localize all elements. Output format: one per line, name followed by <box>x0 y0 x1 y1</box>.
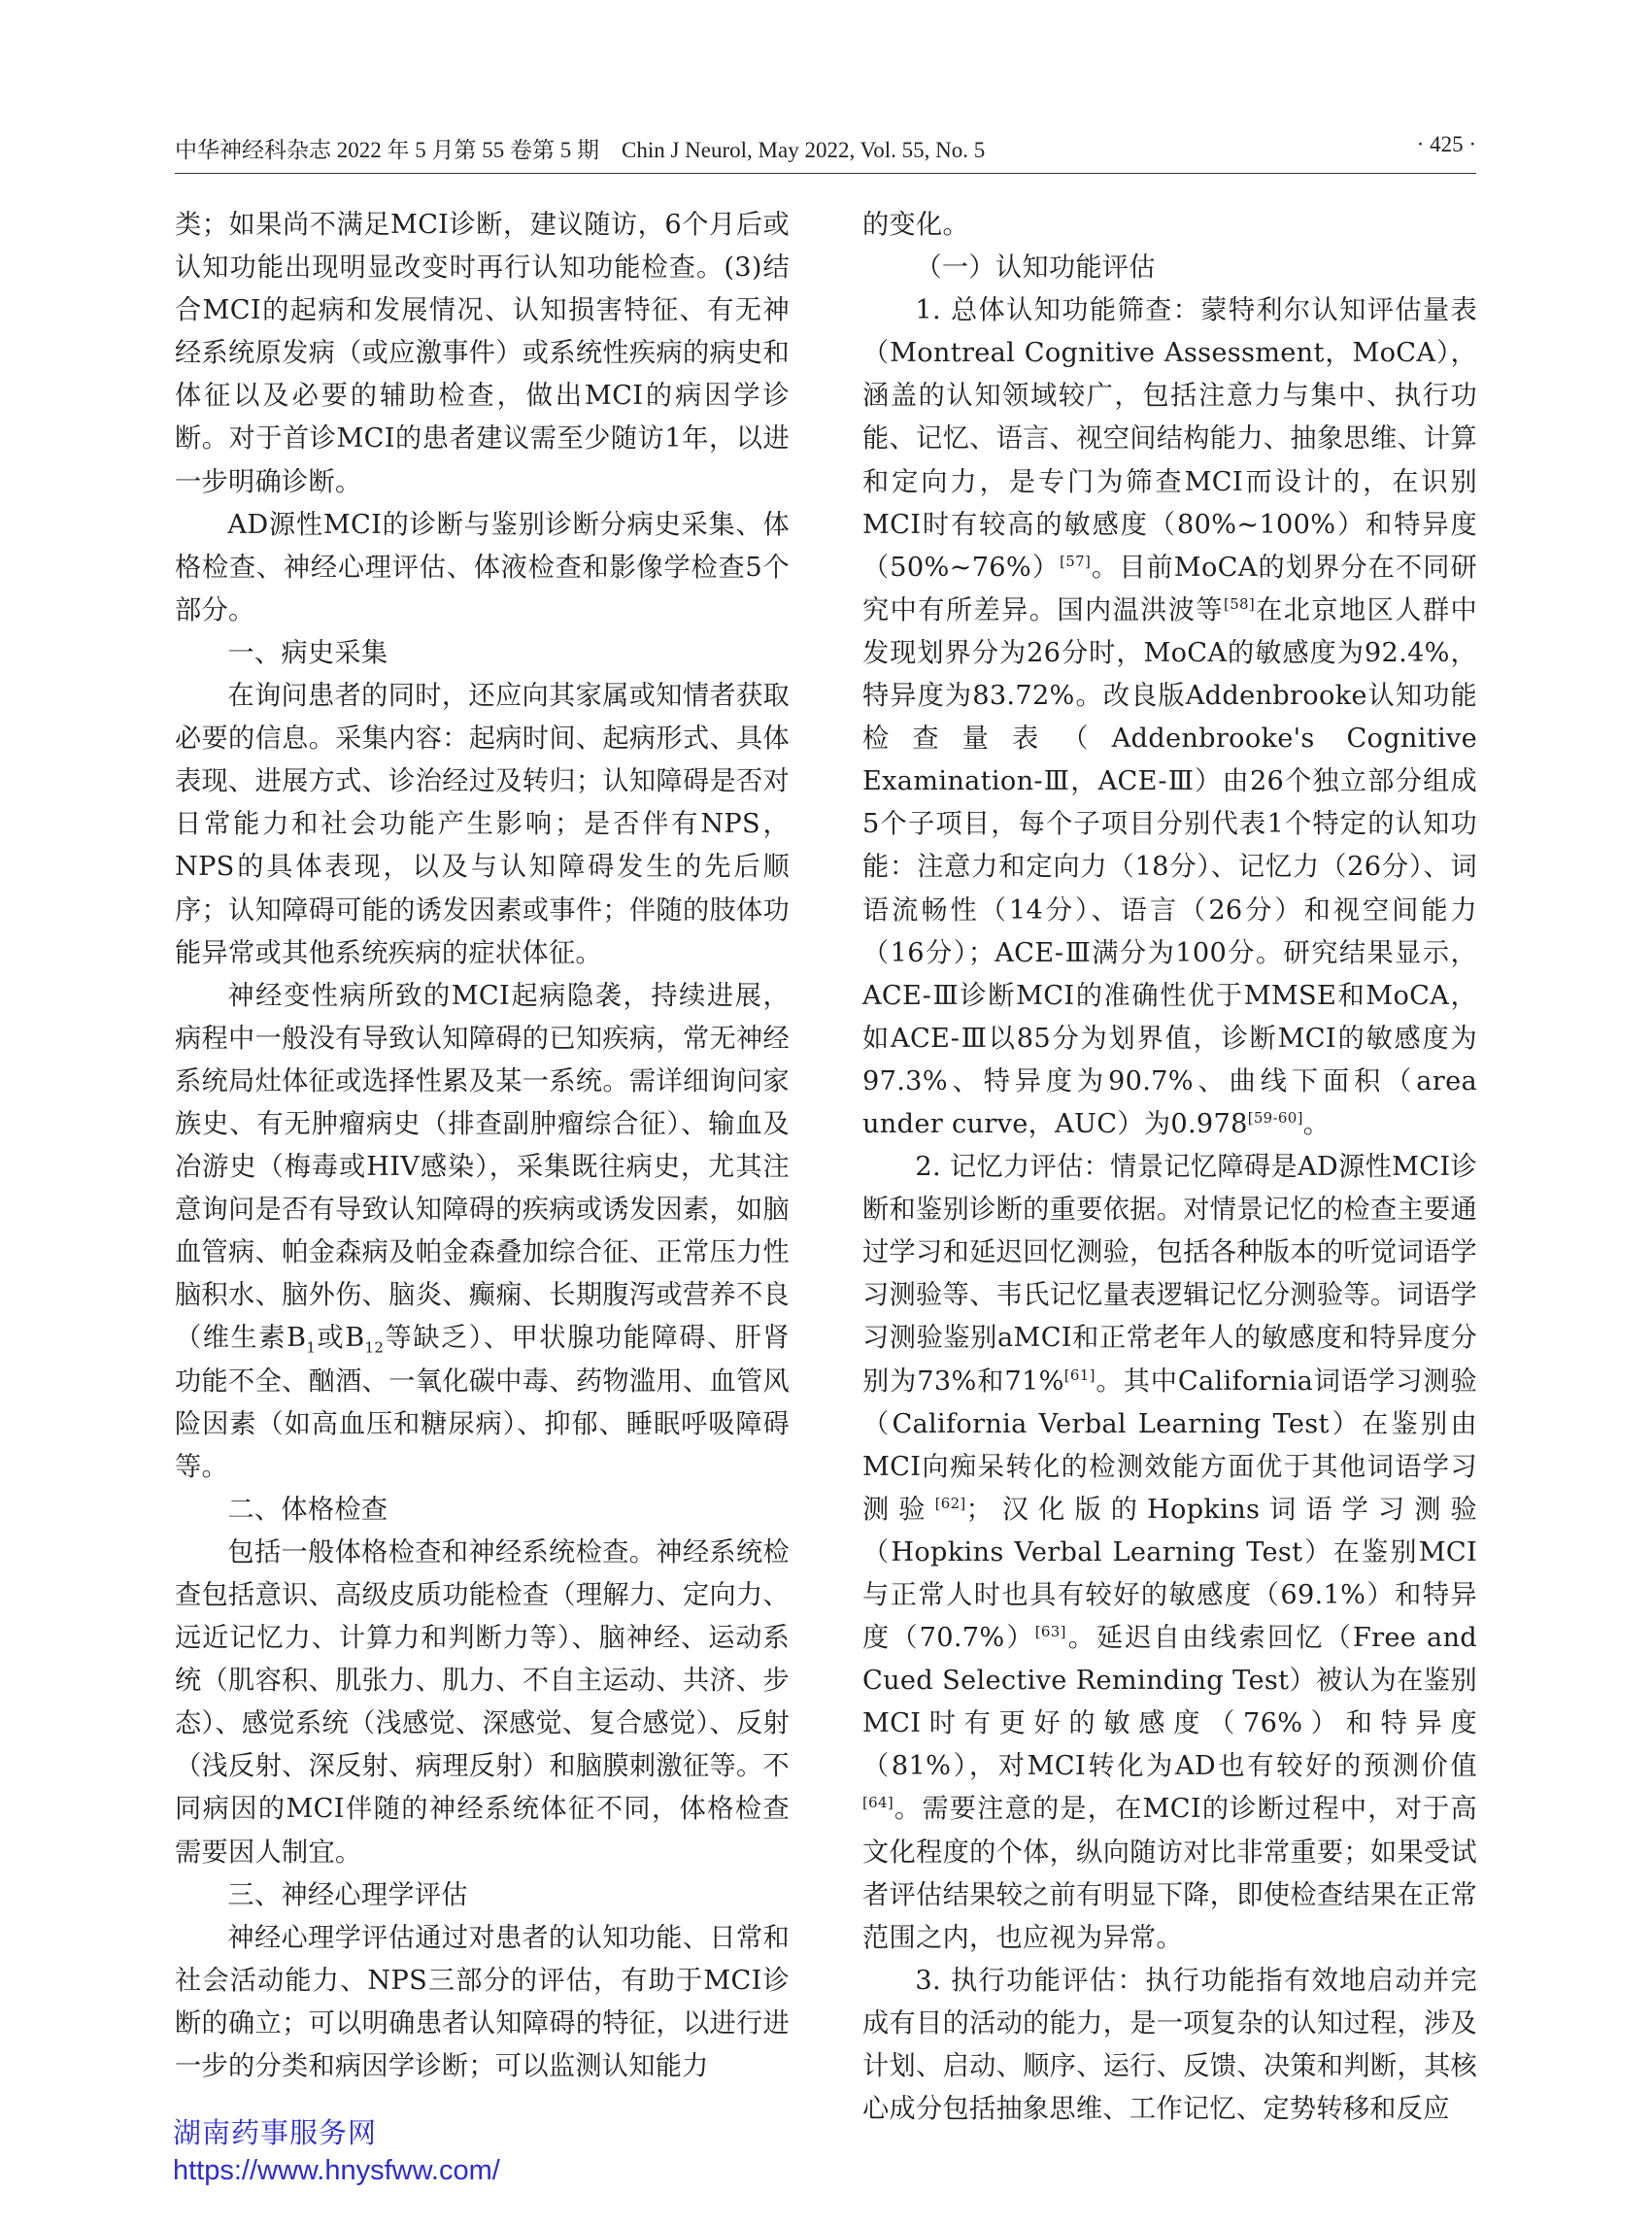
left-column <box>175 204 790 2088</box>
text-run: 2. 记忆力评估：情景记忆障碍是AD源性MCI诊断和鉴别诊断的重要依据。对情景记忆的检查主要通过学习和延迟回忆测验，包括各种版本的听觉词语学习测验等、韦氏记忆量表逻辑记忆分测验等。词语学习测验鉴别aMCI和正常老年人的敏感度和特异度分别为73%和71% <box>862 1152 1477 1397</box>
text-run: 。延迟自由线索回忆（Free and Cued Selective Reminding Test）被认为在鉴别MCI时有更好的敏感度（76%）和特异度（81%），对MCI转化为AD也有较好的预测价值 <box>862 1623 1477 1782</box>
text-run: 神经变性病所致的MCI起病隐袭，持续进展，病程中一般没有导致认知障碍的已知疾病，常无神经系统局灶体征或选择性累及某一系统。需详细询问家族史、有无肿瘤病史（排查副肿瘤综合征）、输血及冶游史（梅毒或HIV感染），采集既往病史，尤其注意询问是否有导致认知障碍的疾病或诱发因素，如脑血管病、帕金森病及帕金森叠加综合征、正常压力性脑积水、脑外伤、脑炎、癫痫、长期腹泻或营养不良（维生素B <box>175 980 790 1354</box>
text-run: 等缺乏）、甲状腺功能障碍、肝肾功能不全、酗酒、一氧化碳中毒、药物滥用、血管风险因素（如高血压和糖尿病）、抑郁、睡眠呼吸障碍等。 <box>175 1323 790 1482</box>
page-number: · 425 · <box>1416 132 1476 156</box>
paragraph: 包括一般体格检查和神经系统检查。神经系统检查包括意识、高级皮质功能检查（理解力、定向力、远近记忆力、计算力和判断力等）、脑神经、运动系统（肌容积、肌张力、肌力、不自主运动、共济、步态）、感觉系统（浅感觉、深感觉、复合感觉）、反射（浅反射、深反射、病理反射）和脑膜刺激征等。不同病因的MCI伴随的神经系统体征不同，体格检查需要因人制宜。 <box>175 1536 790 1868</box>
citation: [57] <box>1060 552 1092 570</box>
right-column <box>862 204 1477 2131</box>
paragraph <box>862 289 1477 1146</box>
paragraph: 在询问患者的同时，还应向其家属或知情者获取必要的信息。采集内容：起病时间、起病形式、具体表现、进展方式、诊治经过及转归；认知障碍是否对日常能力和社会功能产生影响；是否伴有NPS，NPS的具体表现，以及与认知障碍发生的先后顺序；认知障碍可能的诱发因素或事件；伴随的肢体功能异常或其他系统疾病的症状体征。 <box>175 681 790 968</box>
section-heading: 三、神经心理学评估 <box>227 1879 468 1910</box>
watermark-url[interactable]: https://www.hnysfww.com/ <box>173 2155 500 2186</box>
citation: [63] <box>1034 1623 1066 1641</box>
paragraph <box>862 1146 1477 1960</box>
subscript: 12 <box>364 1338 385 1357</box>
subsection-heading: （一）认知功能评估 <box>915 253 1156 284</box>
paragraph: 类；如果尚不满足MCI诊断，建议随访，6个月后或认知功能出现明显改变时再行认知功能检查。(3)结合MCI的起病和发展情况、认知损害特征、有无神经系统原发病（或应激事件）或系统性疾病的病史和体征以及必要的辅助检查，做出MCI的病因学诊断。对于首诊MCI的患者建议需至少随访1年，以进一步明确诊断。 <box>175 210 790 497</box>
text-run: 。 <box>1302 1108 1331 1139</box>
text-run: 。其中California词语学习测验（California Verbal Learning Test）在鉴别由MCI向痴呆转化的检测效能方面优于其他词语学习测验 <box>862 1365 1477 1525</box>
text-run: 。目前MoCA的划界分在不同研究中有所差异。国内温洪波等 <box>862 552 1477 625</box>
text-run: 1. 总体认知功能筛查：蒙特利尔认知评估量表（Montreal Cognitive Assessment，MoCA），涵盖的认知领域较广，包括注意力与集中、执行功能、记忆、语言、视空间结构能力、抽象思维、计算和定向力，是专门为筛查MCI而设计的，在识别MCI时有较高的敏感度（80%~100%）和特异度（50%~76%） <box>862 295 1477 583</box>
citation: [62] <box>934 1494 966 1512</box>
citation: [64] <box>862 1794 893 1812</box>
text-run: ；汉化版的Hopkins词语学习测验（Hopkins Verbal Learning Test）在鉴别MCI与正常人时也具有较好的敏感度（69.1%）和特异度（70.7%） <box>862 1494 1478 1654</box>
section-heading: 一、病史采集 <box>227 637 388 668</box>
running-header <box>175 132 1476 167</box>
site-watermark <box>173 2115 500 2189</box>
text-run: 在北京地区人群中发现划界分为26分时，MoCA的敏感度为92.4%，特异度为83.72%。改良版Addenbrooke认知功能检查量表（Addenbrooke's Cognitive Examination-Ⅲ，ACE-Ⅲ）由26个独立部分组成5个子项目，每个子项目分别代表1个特定的认知功能：注意力和定向力（18分）、记忆力（26分）、词语流畅性（14分）、语言（26分）和视空间能力（16分）；ACE-Ⅲ满分为100分。研究结果显示，ACE-Ⅲ诊断MCI的准确性优于MMSE和MoCA，如ACE-Ⅲ以85分为划界值，诊断MCI的敏感度为97.3%、特异度为90.7%、曲线下面积（area under curve，AUC）为0.978 <box>862 594 1477 1139</box>
citation: [58] <box>1224 594 1256 613</box>
header-rule <box>175 173 1476 174</box>
citation: [59-60] <box>1247 1108 1303 1127</box>
text-run: 。需要注意的是，在MCI的诊断过程中，对于高文化程度的个体，纵向随访对比非常重要；如果受试者评估结果较之前有明显下降，即使检查结果在正常范围之内，也应视为异常。 <box>862 1794 1477 1953</box>
paragraph: AD源性MCI的诊断与鉴别诊断分病史采集、体格检查、神经心理评估、体液检查和影像学检查5个部分。 <box>175 509 790 625</box>
subscript: 1 <box>306 1338 317 1357</box>
watermark-name: 湖南药事服务网 <box>173 2118 378 2149</box>
journal-info: 中华神经科杂志 2022 年 5 月第 55 卷第 5 期 Chin J Neurol, May 2022, Vol. 55, No. 5 <box>175 138 986 162</box>
paragraph: 神经心理学评估通过对患者的认知功能、日常和社会活动能力、NPS三部分的评估，有助于MCI诊断的确立；可以明确患者认知障碍的特征，以进行进一步的分类和病因学诊断；可以监测认知能力 <box>175 1922 790 2082</box>
section-heading: 二、体格检查 <box>227 1494 388 1525</box>
text-run: 或B <box>316 1323 365 1354</box>
paragraph: 3. 执行功能评估：执行功能指有效地启动并完成有目的活动的能力，是一项复杂的认知过程，涉及计划、启动、顺序、运行、反馈、决策和判断，其核心成分包括抽象思维、工作记忆、定势转移和反应 <box>862 1965 1477 2125</box>
paragraph <box>175 975 790 1489</box>
paragraph: 的变化。 <box>862 210 969 240</box>
citation: [61] <box>1063 1365 1096 1384</box>
